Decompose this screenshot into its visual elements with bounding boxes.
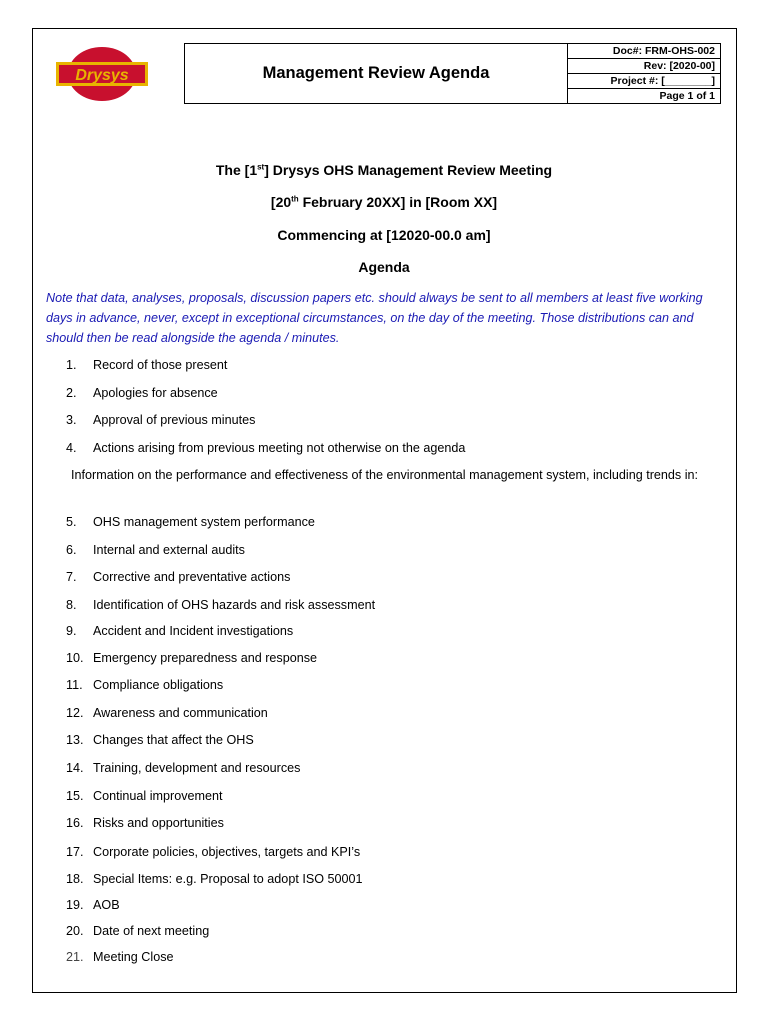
agenda-item-number: 19. [66,898,84,912]
agenda-item-number: 7. [66,570,77,584]
agenda-item-text: Corrective and preventative actions [93,570,291,584]
document-meta-table [567,43,721,104]
agenda-item-text: Awareness and communication [93,706,268,720]
agenda-item-number: 17. [66,845,84,859]
agenda-item-number: 18. [66,872,84,886]
agenda-item-text: AOB [93,898,120,912]
agenda-item-number: 16. [66,816,84,830]
project-number: Project #: [________] [568,74,721,89]
svg-text:Drysys: Drysys [75,67,129,84]
agenda-item-number: 3. [66,413,77,427]
agenda-item [66,542,245,558]
agenda-item-text: Internal and external audits [93,543,245,557]
agenda-item-text: Corporate policies, objectives, targets and KPI’s [93,845,361,859]
agenda-item [66,871,363,887]
agenda-item-text: Compliance obligations [93,678,224,692]
agenda-item [66,705,268,721]
agenda-item-number: 5. [66,515,77,529]
agenda-item [66,760,300,776]
agenda-item-number: 6. [66,543,77,557]
agenda-item-number: 13. [66,733,84,747]
agenda-item-text: Date of next meeting [93,924,210,938]
agenda-item [66,440,465,456]
agenda-item [66,949,174,965]
agenda-item-number: 4. [66,441,77,455]
agenda-item-text: Changes that affect the OHS [93,733,254,747]
revision: Rev: [2020-00] [568,59,721,74]
agenda-item-text: Actions arising from previous meeting not otherwise on the agenda [93,441,466,455]
agenda-item [66,897,120,913]
agenda-item [66,650,317,666]
agenda-item-number: 20. [66,924,84,938]
agenda-item-number: 21. [66,950,84,964]
distribution-note: Note that data, analyses, proposals, discussion papers etc. should always be sent to all members at least five working days in advance, never, except in exceptional circumstances, on the day of the meeting. Those distributions can and should then be read alongside the agenda / minutes. [46,291,703,345]
agenda-item-number: 8. [66,598,77,612]
agenda-item-text: Apologies for absence [93,386,218,400]
agenda-item-number: 15. [66,789,84,803]
agenda-item-text: Identification of OHS hazards and risk assessment [93,598,376,612]
agenda-item [66,815,224,831]
agenda-item [66,514,315,530]
document-title: Management Review Agenda [262,64,490,82]
doc-number: Doc#: FRM-OHS-002 [568,44,721,59]
agenda-item-text: OHS management system performance [93,515,315,529]
agenda-item [66,923,209,939]
agenda-heading: Agenda [358,259,410,275]
agenda-item-number: 9. [66,624,77,638]
agenda-item-text: Emergency preparedness and response [93,651,318,665]
agenda-item-text: Special Items: e.g. Proposal to adopt ISO 50001 [93,872,363,886]
agenda-item-text: Record of those present [93,358,228,372]
agenda-item-text: Accident and Incident investigations [93,624,294,638]
agenda-item [66,357,227,373]
agenda-item-text: Meeting Close [93,950,174,964]
agenda-item [66,569,290,585]
agenda-item-number: 11. [66,678,83,692]
meeting-date-room: [20th February 20XX] in [Room XX] [270,194,498,210]
agenda-item [66,385,218,401]
agenda-item [66,623,293,639]
agenda-item [66,412,255,428]
agenda-item-number: 14. [66,761,84,775]
agenda-item-text: Risks and opportunities [93,816,224,830]
agenda-item [66,597,375,613]
title-box [184,43,568,104]
drysys-logo [56,45,148,103]
meeting-title: The [1st] Drysys OHS Management Review Meeting [215,162,553,178]
agenda-item [66,844,360,860]
agenda-item-text: Training, development and resources [93,761,301,775]
page-number: Page 1 of 1 [568,89,721,104]
agenda-item-number: 2. [66,386,77,400]
meeting-start-time: Commencing at [12020-00.0 am] [277,227,491,243]
agenda-item-number: 12. [66,706,84,720]
agenda-item [66,677,223,693]
agenda-item-text: Continual improvement [93,789,223,803]
agenda-item-text: Approval of previous minutes [93,413,256,427]
agenda-item-number: 1. [66,358,77,372]
agenda-item [66,788,223,804]
agenda-item [66,732,254,748]
performance-info-text: Information on the performance and effectiveness of the environmental management system, including trends in: [71,468,699,482]
agenda-item-number: 10. [66,651,84,665]
